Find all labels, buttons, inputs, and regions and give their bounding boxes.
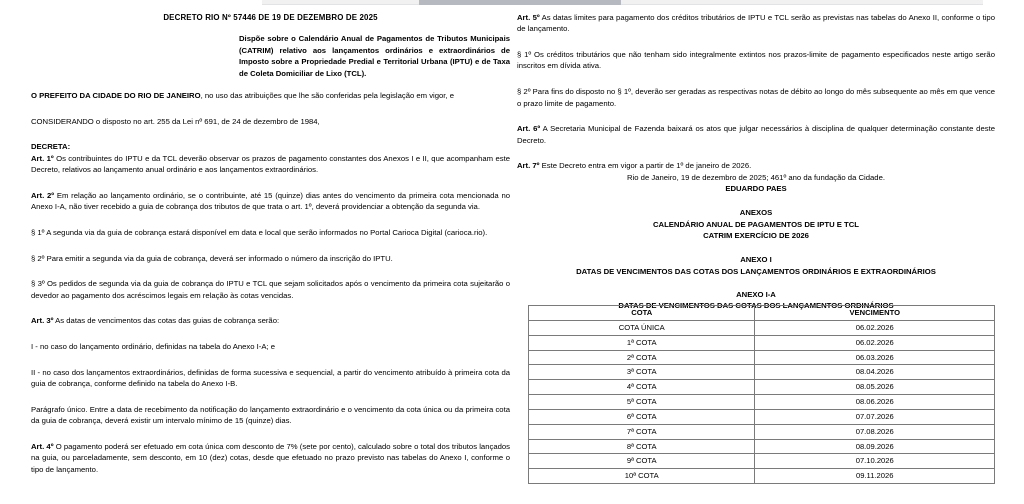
art6-text: A Secretaria Municipal de Fazenda baixará os atos que julgar necessários à disciplina de qualquer determinação constante deste Decreto. <box>517 124 995 145</box>
document-title: DECRETO RIO Nº 57446 DE 19 DE DEZEMBRO DE 2025 <box>163 13 378 22</box>
cell-cota: COTA ÚNICA <box>529 320 755 335</box>
art5-par1: § 1º Os créditos tributários que não tenham sido integralmente extintos nos prazos-limite de pagamento especificados neste artigo serão inscritos em dívida ativa. <box>517 50 995 71</box>
anexo-ia-subheading: DATAS DE VENCIMENTOS DAS COTAS DOS LANÇAMENTOS ORDINÁRIOS <box>618 301 894 311</box>
cell-vencimento: 07.07.2026 <box>755 409 995 424</box>
cell-vencimento: 08.09.2026 <box>755 439 995 454</box>
table-row <box>529 424 995 439</box>
cell-vencimento: 08.05.2026 <box>755 380 995 395</box>
spacer <box>517 116 995 123</box>
cell-cota: 8ª COTA <box>529 439 755 454</box>
art3-paragraph <box>31 315 510 326</box>
art4-paragraph <box>31 441 510 475</box>
art5-paragraph <box>517 12 995 35</box>
cotas-vencimentos-table <box>528 305 995 484</box>
art5-par2: § 2º Para fins do disposto no § 1º, deverão ser geradas as respectivas notas de débito ao longo do mês subsequente ao mês em que vence o prazo limite de pagamento. <box>517 87 995 108</box>
table-row <box>529 409 995 424</box>
art5-label: Art. 5º <box>517 13 540 22</box>
considerando-paragraph: CONSIDERANDO o disposto no art. 255 da Lei nº 691, de 24 de dezembro de 1984, <box>31 116 320 126</box>
art2-paragraph <box>31 190 510 213</box>
art7-text: Este Decreto entra em vigor a partir de 1º de janeiro de 2026. <box>539 161 752 171</box>
anexos-line-3: CATRIM EXERCÍCIO DE 2026 <box>703 231 809 241</box>
table-row <box>529 365 995 380</box>
art3-inciso-1: I - no caso do lançamento ordinário, definidas na tabela do Anexo I-A; e <box>31 342 276 352</box>
table-row <box>529 454 995 469</box>
art2-par2: § 2º Para emitir a segunda via da guia de cobrança, deverá ser informado o número da inscrição do IPTU. <box>31 253 393 263</box>
spacer <box>31 246 510 253</box>
spacer <box>517 79 995 86</box>
art6-label: Art. 6º <box>517 124 541 134</box>
spacer <box>31 334 510 341</box>
art1-text: Os contribuintes do IPTU e da TCL deverão observar os prazos de pagamento constantes dos Anexos I e II, que acompanham este Decreto, relativos ao lançamento anual ordinário e aos lançamentos extraordinários. <box>31 153 510 175</box>
cell-vencimento: 06.03.2026 <box>755 350 995 365</box>
table-row <box>529 439 995 454</box>
art7-paragraph <box>517 160 995 171</box>
right-column <box>517 0 995 481</box>
art2-par3: § 3º Os pedidos de segunda via da guia de cobrança do IPTU e TCL que sejam solicitados após o vencimento da primeira cota sujeitarão o devedor ao pagamento dos acréscimos legais em relação às cotas vencidas. <box>31 279 510 300</box>
spacer <box>31 134 510 141</box>
art2-par1: § 1º A segunda via da guia de cobrança estará disponível em data e local que serão informados no Portal Carioca Digital (carioca.rio). <box>31 227 488 237</box>
table-row <box>529 335 995 350</box>
cell-vencimento: 06.02.2026 <box>755 320 995 335</box>
cell-cota: 4ª COTA <box>529 380 755 395</box>
cell-vencimento: 08.06.2026 <box>755 395 995 410</box>
cell-vencimento: 06.02.2026 <box>755 335 995 350</box>
spacer <box>31 308 510 315</box>
art4-label: Art. 4º <box>31 442 54 452</box>
cell-cota: 7ª COTA <box>529 424 755 439</box>
art1-label: Art. 1º <box>31 153 54 163</box>
art2-label: Art. 2º <box>31 190 55 200</box>
spacer <box>31 397 510 404</box>
table-header-row <box>529 306 995 321</box>
art5-text: As datas limites para pagamento dos créditos tributários de IPTU e TCL serão as previstas nas tabelas do Anexo II, conforme o tipo de lançamento. <box>517 13 995 34</box>
cell-cota: 3ª COTA <box>529 365 755 380</box>
cell-cota: 10ª COTA <box>529 469 755 484</box>
document-ementa: Dispõe sobre o Calendário Anual de Pagamentos de Tributos Municipais (CATRIM) relativo aos lançamentos ordinários e extraordinários de Imposto sobre a Propriedade Predial e Territorial Urbana (IPTU) e de Taxa de Coleta Domiciliar de Lixo (TCL). <box>239 34 510 78</box>
cell-vencimento: 07.08.2026 <box>755 424 995 439</box>
table-body <box>529 320 995 483</box>
spacer <box>31 271 510 278</box>
place-date-line: Rio de Janeiro, 19 de dezembro de 2025; 461º ano da fundação da Cidade. <box>627 172 885 182</box>
spacer <box>31 360 510 367</box>
art3-label: Art. 3º <box>31 316 54 326</box>
column-header-vencimento: VENCIMENTO <box>755 306 995 321</box>
preamble-rest: , no uso das atribuições que lhe são conferidas pela legislação em vigor, e <box>200 90 454 100</box>
cell-cota: 6ª COTA <box>529 409 755 424</box>
art3-text: As datas de vencimentos das cotas das guias de cobrança serão: <box>53 316 280 326</box>
cell-cota: 5ª COTA <box>529 395 755 410</box>
anexos-heading: ANEXOS <box>739 208 773 218</box>
spacer <box>31 183 510 190</box>
table-row <box>529 350 995 365</box>
cell-vencimento: 08.04.2026 <box>755 365 995 380</box>
anexo-i-heading-block <box>517 254 995 277</box>
cell-cota: 1ª COTA <box>529 335 755 350</box>
art1-paragraph <box>31 153 510 176</box>
art7-label: Art. 7º <box>517 161 540 171</box>
table-row <box>529 380 995 395</box>
cell-vencimento: 09.11.2026 <box>755 469 995 484</box>
column-header-cota: COTA <box>529 306 755 321</box>
art2-text: Em relação ao lançamento ordinário, se o contribuinte, até 15 (quinze) dias antes do vencimento da primeira cota mencionada no Anexo I-A, não tiver recebido a guia de cobrança dos tributos de que trata o art. 1º, deverá providenciar a obtenção da segunda via. <box>31 190 510 212</box>
spacer <box>517 0 995 12</box>
spacer <box>517 153 995 160</box>
spacer <box>517 42 995 49</box>
cell-cota: 2ª COTA <box>529 350 755 365</box>
preamble-paragraph <box>31 90 510 101</box>
decreta-heading <box>31 141 510 152</box>
table-row <box>529 469 995 484</box>
cell-vencimento: 07.10.2026 <box>755 454 995 469</box>
art3-paragrafo-unico: Parágrafo único. Entre a data de recebimento da notificação do lançamento extraordinário e o vencimento da cota única ou da primeira cota da guia de cobrança, deverá existir um intervalo mínimo de 15 (quinze) dias. <box>31 405 510 426</box>
art6-paragraph <box>517 123 995 146</box>
table-row <box>529 395 995 410</box>
spacer <box>31 434 510 441</box>
anexos-heading-block <box>517 207 995 241</box>
preamble-bold: O PREFEITO DA CIDADE DO RIO DE JANEIRO <box>31 90 201 100</box>
left-column <box>31 0 510 483</box>
anexo-i-heading: ANEXO I <box>740 255 772 265</box>
spacer <box>31 220 510 227</box>
art3-inciso-2: II - no caso dos lançamentos extraordinários, definidas de forma sucessiva e sequencial, a partir do vencimento atribuído à primeira cota da guia de cobrança, conforme definido na tabela do Anexo I-B. <box>31 367 510 389</box>
decreta-label: DECRETA: <box>31 142 71 152</box>
table-head <box>529 306 995 321</box>
anexos-line-2: CALENDÁRIO ANUAL DE PAGAMENTOS DE IPTU E TCL <box>652 219 859 229</box>
anexo-i-subheading: DATAS DE VENCIMENTOS DAS COTAS DOS LANÇAMENTOS ORDINÁRIOS E EXTRAORDINÁRIOS <box>576 266 936 276</box>
anexo-ia-heading: ANEXO I-A <box>736 290 776 300</box>
art4-text: O pagamento poderá ser efetuado em cota única com desconto de 7% (sete por cento), calculado sobre o total dos tributos lançados na guia, ou parceladamente, sem desconto, em 10 (dez) cotas, desde que efetuado no prazo previsto nas tabelas do Anexo I, conforme o tipo de lançamento. <box>31 442 511 474</box>
signature-line: EDUARDO PAES <box>725 184 787 193</box>
cell-cota: 9ª COTA <box>529 454 755 469</box>
table-row <box>529 320 995 335</box>
spacer <box>31 109 510 116</box>
